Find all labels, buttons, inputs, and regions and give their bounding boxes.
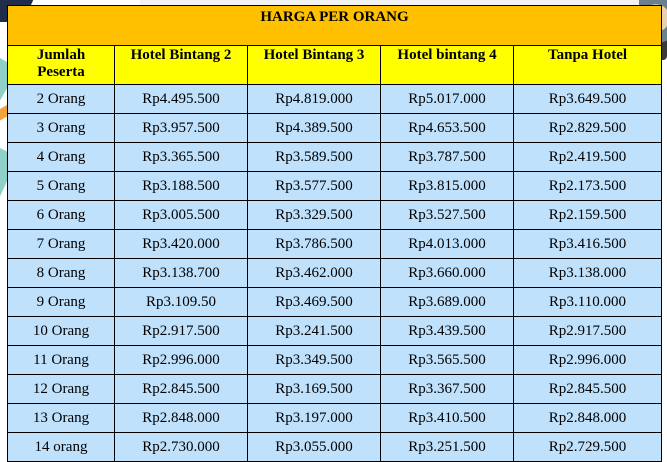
price-cell: Rp3.188.500 (115, 172, 248, 201)
price-cell: Rp3.469.500 (248, 288, 381, 317)
table-row (8, 172, 662, 201)
price-cell: Rp3.577.500 (248, 172, 381, 201)
price-cell: Rp3.109.50 (115, 288, 248, 317)
participants-cell: 7 Orang (8, 230, 115, 259)
price-cell: Rp3.365.500 (115, 143, 248, 172)
table-row (8, 346, 662, 375)
price-cell: Rp3.565.500 (381, 346, 514, 375)
price-cell: Rp3.349.500 (248, 346, 381, 375)
price-cell: Rp2.419.500 (514, 143, 662, 172)
price-cell: Rp3.138.000 (514, 259, 662, 288)
price-cell: Rp3.660.000 (381, 259, 514, 288)
price-cell: Rp2.848.000 (115, 404, 248, 433)
price-cell: Rp3.462.000 (248, 259, 381, 288)
price-cell: Rp2.829.500 (514, 114, 662, 143)
price-cell: Rp3.138.700 (115, 259, 248, 288)
price-cell: Rp3.251.500 (381, 433, 514, 462)
header-hotel-3-star: Hotel Bintang 3 (248, 46, 381, 85)
header-participants (8, 46, 115, 85)
price-cell: Rp4.013.000 (381, 230, 514, 259)
price-cell: Rp4.389.500 (248, 114, 381, 143)
price-cell: Rp3.649.500 (514, 85, 662, 114)
table-row (8, 114, 662, 143)
price-cell: Rp3.439.500 (381, 317, 514, 346)
price-cell: Rp5.017.000 (381, 85, 514, 114)
price-cell: Rp3.420.000 (115, 230, 248, 259)
price-cell: Rp3.241.500 (248, 317, 381, 346)
header-hotel-2-star: Hotel Bintang 2 (115, 46, 248, 85)
price-cell: Rp4.495.500 (115, 85, 248, 114)
participants-cell: 9 Orang (8, 288, 115, 317)
table-row (8, 317, 662, 346)
price-cell: Rp2.917.500 (514, 317, 662, 346)
price-cell: Rp2.159.500 (514, 201, 662, 230)
price-cell: Rp3.527.500 (381, 201, 514, 230)
participants-cell: 13 Orang (8, 404, 115, 433)
table-title: HARGA PER ORANG (8, 6, 662, 46)
price-cell: Rp3.410.500 (381, 404, 514, 433)
price-cell: Rp2.996.000 (514, 346, 662, 375)
price-table (7, 5, 662, 462)
participants-cell: 3 Orang (8, 114, 115, 143)
table-row (8, 259, 662, 288)
header-participants-label: Jumlah Peserta (36, 47, 86, 80)
price-cell: Rp3.110.000 (514, 288, 662, 317)
price-cell: Rp3.787.500 (381, 143, 514, 172)
table-row (8, 404, 662, 433)
table-row (8, 433, 662, 462)
participants-cell: 4 Orang (8, 143, 115, 172)
participants-cell: 8 Orang (8, 259, 115, 288)
header-hotel-4-star: Hotel bintang 4 (381, 46, 514, 85)
table-row (8, 230, 662, 259)
price-cell: Rp3.197.000 (248, 404, 381, 433)
price-cell: Rp2.848.000 (514, 404, 662, 433)
price-cell: Rp2.845.500 (514, 375, 662, 404)
price-cell: Rp2.845.500 (115, 375, 248, 404)
price-cell: Rp4.819.000 (248, 85, 381, 114)
table-row (8, 288, 662, 317)
participants-cell: 2 Orang (8, 85, 115, 114)
price-cell: Rp3.169.500 (248, 375, 381, 404)
header-no-hotel: Tanpa Hotel (514, 46, 662, 85)
price-cell: Rp2.996.000 (115, 346, 248, 375)
table-row (8, 143, 662, 172)
price-cell: Rp3.589.500 (248, 143, 381, 172)
participants-cell: 10 Orang (8, 317, 115, 346)
title-row (8, 6, 662, 46)
price-cell: Rp3.329.500 (248, 201, 381, 230)
table-row (8, 85, 662, 114)
price-cell: Rp4.653.500 (381, 114, 514, 143)
price-cell: Rp3.005.500 (115, 201, 248, 230)
price-cell: Rp3.786.500 (248, 230, 381, 259)
table-row (8, 375, 662, 404)
price-cell: Rp3.416.500 (514, 230, 662, 259)
participants-cell: 5 Orang (8, 172, 115, 201)
table-row (8, 201, 662, 230)
price-cell: Rp2.917.500 (115, 317, 248, 346)
price-cell: Rp3.055.000 (248, 433, 381, 462)
participants-cell: 6 Orang (8, 201, 115, 230)
price-cell: Rp2.173.500 (514, 172, 662, 201)
price-cell: Rp3.367.500 (381, 375, 514, 404)
header-row (8, 46, 662, 85)
price-cell: Rp3.815.000 (381, 172, 514, 201)
participants-cell: 14 orang (8, 433, 115, 462)
participants-cell: 12 Orang (8, 375, 115, 404)
price-cell: Rp3.689.000 (381, 288, 514, 317)
price-cell: Rp2.729.500 (514, 433, 662, 462)
price-cell: Rp2.730.000 (115, 433, 248, 462)
participants-cell: 11 Orang (8, 346, 115, 375)
price-cell: Rp3.957.500 (115, 114, 248, 143)
